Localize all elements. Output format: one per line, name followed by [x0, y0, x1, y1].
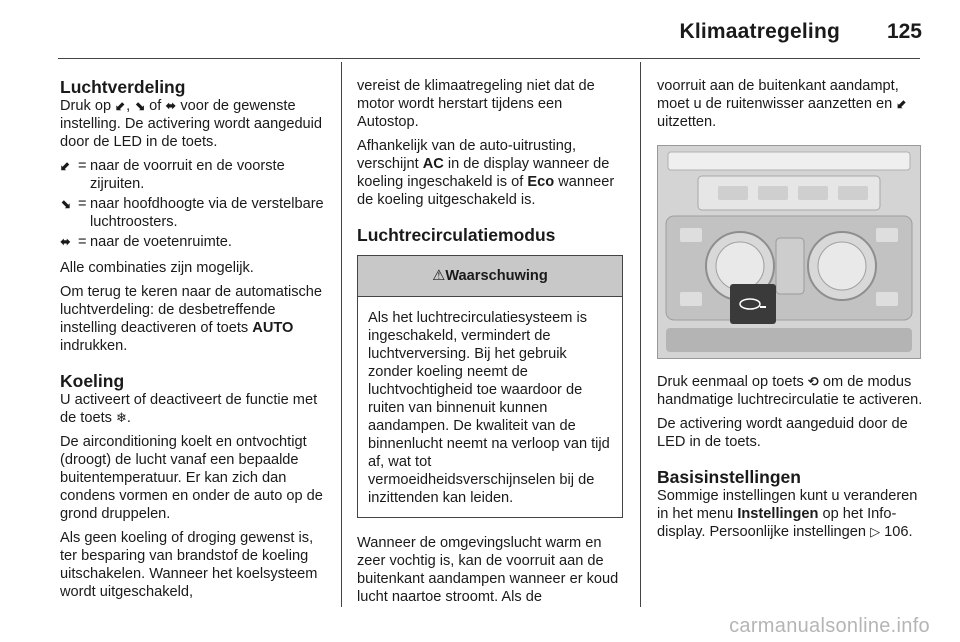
definition-item: ⬊ = naar hoofdhoogte via de verstelbare luchtroosters.	[60, 196, 324, 230]
snowflake-icon: ❄	[116, 410, 127, 425]
footwell-airflow-icon: ⬌	[60, 234, 71, 249]
paragraph-recirc-led: De activering wordt aangeduid door de LED in de toets.	[657, 416, 908, 450]
heading-basisinstellingen: Basisinstellingen	[657, 467, 801, 487]
footwell-airflow-icon: ⬌	[165, 98, 177, 113]
column-1	[60, 77, 328, 607]
climate-panel-illustration	[658, 146, 920, 358]
definition-item: ⬋ = naar de voorruit en de voorste zijruiten.	[60, 158, 285, 192]
page-reference-arrow-icon: ▷	[870, 524, 881, 539]
heading-koeling: Koeling	[60, 371, 125, 391]
paragraph-cooling-explanation: De airconditioning koelt en ontvochtigt (droogt) de lucht vanaf een bepaalde buitentemperatuur. Er kan zich dan condens vormen en onder de auto op de grond druppelen.	[60, 434, 323, 522]
column-3	[657, 77, 923, 547]
airflow-definition-list	[60, 157, 328, 251]
column-divider-2	[640, 62, 641, 607]
warning-box	[357, 255, 623, 518]
instellingen-label: Instellingen	[737, 506, 819, 522]
paragraph-autostop: vereist de klimaatregeling niet dat de motor wordt herstart tijdens een Autostop.	[357, 78, 595, 130]
windscreen-airflow-icon: ⬋	[115, 98, 127, 113]
paragraph-wiper: voorruit aan de buitenkant aandampt, moet u de ruitenwisser aanzetten en ⬋ uitzetten.	[657, 78, 908, 130]
paragraph-humidity: Wanneer de omgevingslucht warm en zeer vochtig is, kan de voorruit aan de buitenkant aandampen wanneer er koud lucht naartoe stroomt. Als de	[357, 535, 619, 605]
ac-label: AC	[422, 156, 444, 172]
paragraph-combinations: Alle combinaties zijn mogelijk.	[60, 260, 254, 276]
column-2	[357, 77, 625, 612]
paragraph-basic-settings: Sommige instellingen kunt u veranderen in het menu Instellingen op het Info-display. Persoonlijke instellingen ▷ 106.	[657, 488, 918, 540]
definition-item: ⬌ = naar de voetenruimte.	[60, 234, 232, 250]
climate-panel-photo	[657, 145, 921, 359]
windscreen-airflow-icon: ⬋	[60, 158, 71, 173]
page-reference-link[interactable]: 106.	[884, 524, 913, 540]
paragraph-cooling-intro: U activeert of deactiveert de functie met de toets ❄.	[60, 392, 318, 426]
header-divider	[58, 58, 920, 59]
auto-key-label: AUTO	[252, 320, 294, 336]
paragraph-cooling-disable: Als geen koeling of droging gewenst is, ter besparing van brandstof de koeling uitschakelen. Wanneer het koelsysteem wordt uitgeschakeld,	[60, 530, 318, 600]
paragraph-air-distribution-intro: Druk op ⬋, ⬊ of ⬌ voor de gewenste instelling. De activering wordt aangeduid door de LED in de toets.	[60, 98, 323, 150]
paragraph-auto-reset: Om terug te keren naar de automatische luchtverdeling: de desbetreffende instelling deactiveren of toets AUTO indrukken.	[60, 284, 323, 354]
eco-label: Eco	[527, 174, 555, 190]
windscreen-airflow-icon: ⬋	[896, 96, 908, 111]
warning-text: Als het luchtrecirculatiesysteem is ingeschakeld, vermindert de luchtverversing. Bij het gebruik zonder koeling neemt de luchtvochtigheid toe waardoor de ruiten van binnenuit kunnen aandampen. De kwaliteit van de binnenlucht neemt na verloop van tijd af, wat tot vermoeidheidsverschijnselen bij de inzittenden kan leiden.	[368, 310, 610, 506]
warning-triangle-icon: ⚠	[432, 268, 446, 284]
watermark: carmanualsonline.info	[729, 615, 930, 637]
warning-header: ⚠Waarschuwing	[358, 256, 622, 297]
head-level-airflow-icon: ⬊	[60, 196, 71, 211]
paragraph-display-indicator: Afhankelijk van de auto-uitrusting, verschijnt AC in de display wanneer de koeling ingeschakeld is of Eco wanneer de koeling uitgeschakeld is.	[357, 138, 615, 208]
heading-luchtverdeling: Luchtverdeling	[60, 77, 186, 97]
paragraph-recirc-activate: Druk eenmaal op toets ⟲ om de modus handmatige luchtrecirculatie te activeren.	[657, 374, 923, 408]
page-header-title: Klimaatregeling	[679, 20, 840, 43]
page-number: 125	[886, 20, 922, 43]
head-level-airflow-icon: ⬊	[134, 98, 146, 113]
recirculation-car-icon: ⟲	[807, 374, 819, 389]
heading-luchtrecirculatiemodus: Luchtrecirculatiemodus	[357, 225, 556, 245]
column-divider-1	[341, 62, 342, 607]
